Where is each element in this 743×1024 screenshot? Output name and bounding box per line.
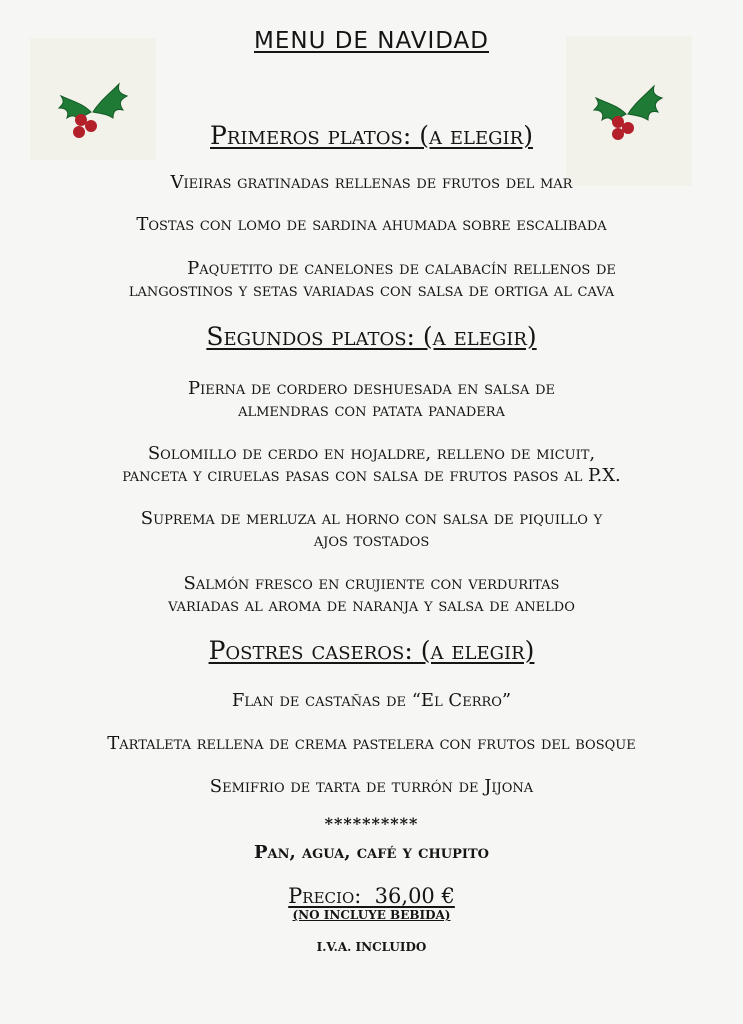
dish-line: Tostas con lomo de sardina ahumada sobre escalibada [136,214,607,235]
section-heading-postres: Postres caseros: (a elegir) [208,636,535,665]
dish-line: Solomillo de cerdo en hojaldre, relleno de micuit, [147,443,596,464]
dish-line: Salmón fresco en crujiente con verduritas [183,573,560,594]
dish-item [0,378,743,422]
dish-item [0,508,743,552]
includes-note: Pan, agua, café y chupito [254,842,489,863]
dish-item [0,214,743,236]
tax-note: I.V.A. INCLUIDO [316,940,427,954]
dish-line: Suprema de merluza al horno con salsa de piquillo y [140,508,603,529]
dish-line: Pierna de cordero deshuesada en salsa de [188,378,555,399]
separator: ********** [324,814,419,833]
section-heading-primeros: Primeros platos: (a elegir) [210,121,533,150]
dish-line: Vieiras gratinadas rellenas de frutos del mar [170,172,573,193]
holly-decoration-right [566,36,692,186]
dish-item [0,443,743,487]
dish-line: langostinos y setas variadas con salsa de ortiga al cava [128,280,615,301]
dish-line: Flan de castañas de “El Cerro” [231,690,512,711]
dish-line: ajos tostados [313,530,430,551]
menu-title: MENU DE NAVIDAD [253,28,490,54]
dish-line: panceta y ciruelas pasas con salsa de frutos pasos al P.X. [122,465,621,486]
price-label: Precio: 36,00 € [288,884,455,908]
dish-line: Tartaleta rellena de crema pastelera con frutos del bosque [107,733,636,754]
dish-item [0,258,743,302]
dish-line: Paquetito de canelones de calabacín rellenos de [187,258,616,279]
dish-item [0,573,743,617]
section-heading-segundos: Segundos platos: (a elegir) [206,322,537,351]
dish-line: Semifrio de tarta de turrón de Jijona [209,776,534,797]
price-note: (NO INCLUYE BEBIDA) [292,908,451,922]
dish-item [0,733,743,755]
dish-item [0,172,743,194]
dish-line: almendras con patata panadera [238,400,505,421]
dish-line: variadas al aroma de naranja y salsa de aneldo [168,595,575,616]
dish-item [0,690,743,712]
dish-item [0,776,743,798]
